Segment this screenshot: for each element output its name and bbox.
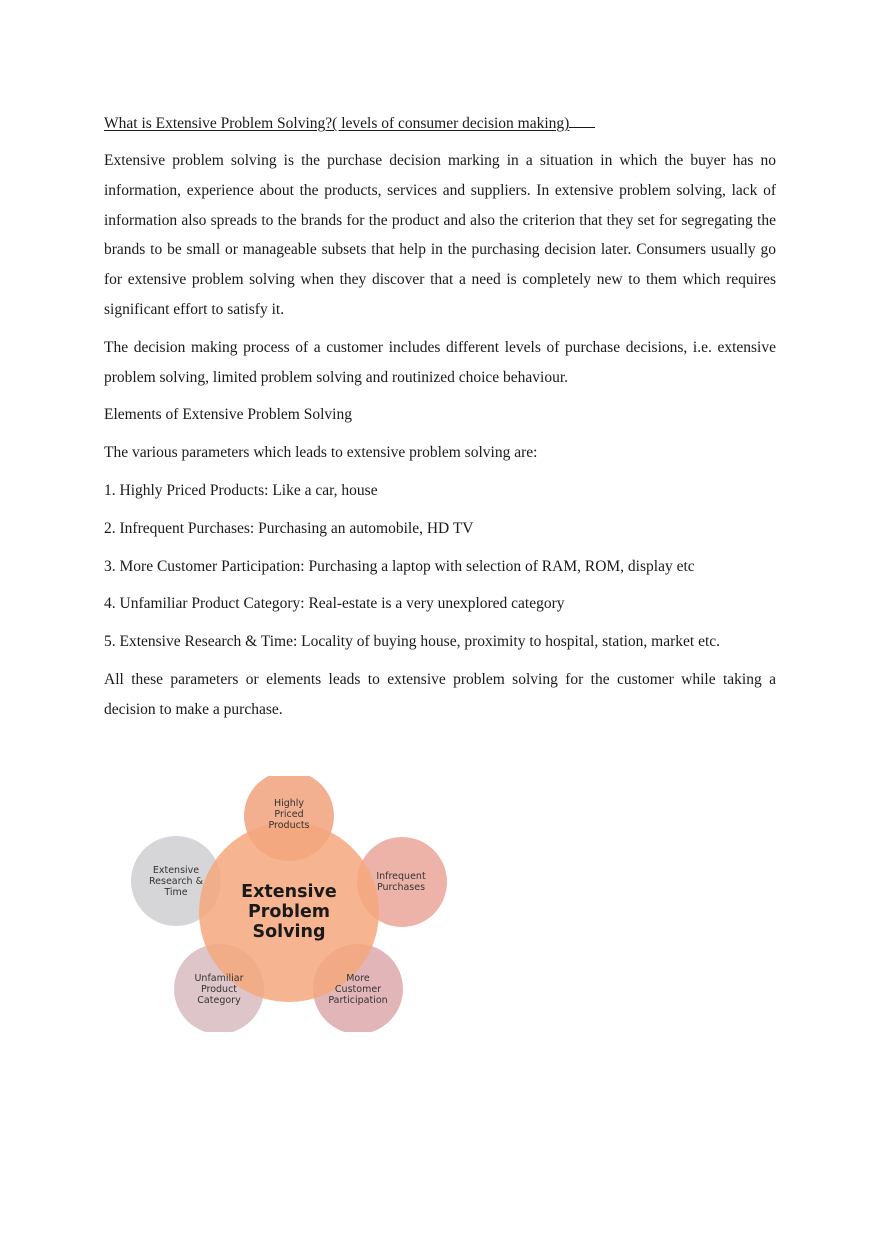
node-label-highly: Highly [273, 798, 305, 809]
diagram-svg [128, 776, 454, 1032]
page-heading: What is Extensive Problem Solving?( levels of consumer decision making) [104, 112, 776, 136]
conclusion-paragraph: All these parameters or elements leads to extensive problem solving for the customer while taking a decision to make a purchase. [104, 670, 776, 718]
center-label-line-1: Extensive [241, 882, 337, 902]
heading-underline-tail [569, 113, 595, 128]
parameters-intro: The various parameters which leads to extensive problem solving are: [104, 444, 538, 462]
node-label-participation: Participation [328, 995, 388, 1006]
center-label-line-2: Problem [247, 902, 331, 922]
node-label-unfamiliar: Unfamiliar [194, 973, 244, 984]
node-label-priced: Priced [274, 809, 304, 820]
list-item-2: 2. Infrequent Purchases: Purchasing an automobile, HD TV [104, 519, 474, 537]
node-label-category: Category [197, 995, 241, 1006]
center-label-line-3: Solving [252, 922, 326, 942]
list-item-4: 4. Unfamiliar Product Category: Real-estate is a very unexplored category [104, 595, 565, 613]
list-item-1: 1. Highly Priced Products: Like a car, house [104, 481, 378, 499]
list-item-5: 5. Extensive Research & Time: Locality of buying house, proximity to hospital, station, market etc. [104, 633, 721, 651]
paragraph-decision-levels: The decision making process of a customer includes different levels of purchase decisions, i.e. extensive problem solving, limited problem solving and routinized choice behaviour. [104, 338, 776, 386]
node-label-research: Research & [148, 876, 204, 887]
document-page [104, 112, 776, 733]
node-label-product: Product [200, 984, 238, 995]
node-label-more: More [346, 973, 370, 984]
node-label-extensive: Extensive [152, 865, 200, 876]
paragraph-definition: Extensive problem solving is the purchase decision marking in a situation in which the buyer has no information, experience about the products, services and suppliers. In extensive problem solving, lack of information also spreads to the brands for the product and also the criterion that they set for segregating the brands to be small or manageable subsets that help in the purchasing decision later. Consumers usually go for extensive problem solving when they discover that a need is completely new to them which requires significant effort to satisfy it. [104, 152, 776, 318]
extensive-problem-solving-diagram [128, 776, 454, 1032]
node-label-purchases: Purchases [376, 882, 426, 893]
elements-title: Elements of Extensive Problem Solving [104, 406, 352, 424]
node-label-products: Products [268, 820, 310, 831]
node-label-customer: Customer [334, 984, 382, 995]
node-label-infrequent: Infrequent [376, 871, 426, 882]
list-item-3: 3. More Customer Participation: Purchasing a laptop with selection of RAM, ROM, display etc [104, 557, 695, 575]
node-label-time: Time [164, 887, 188, 898]
